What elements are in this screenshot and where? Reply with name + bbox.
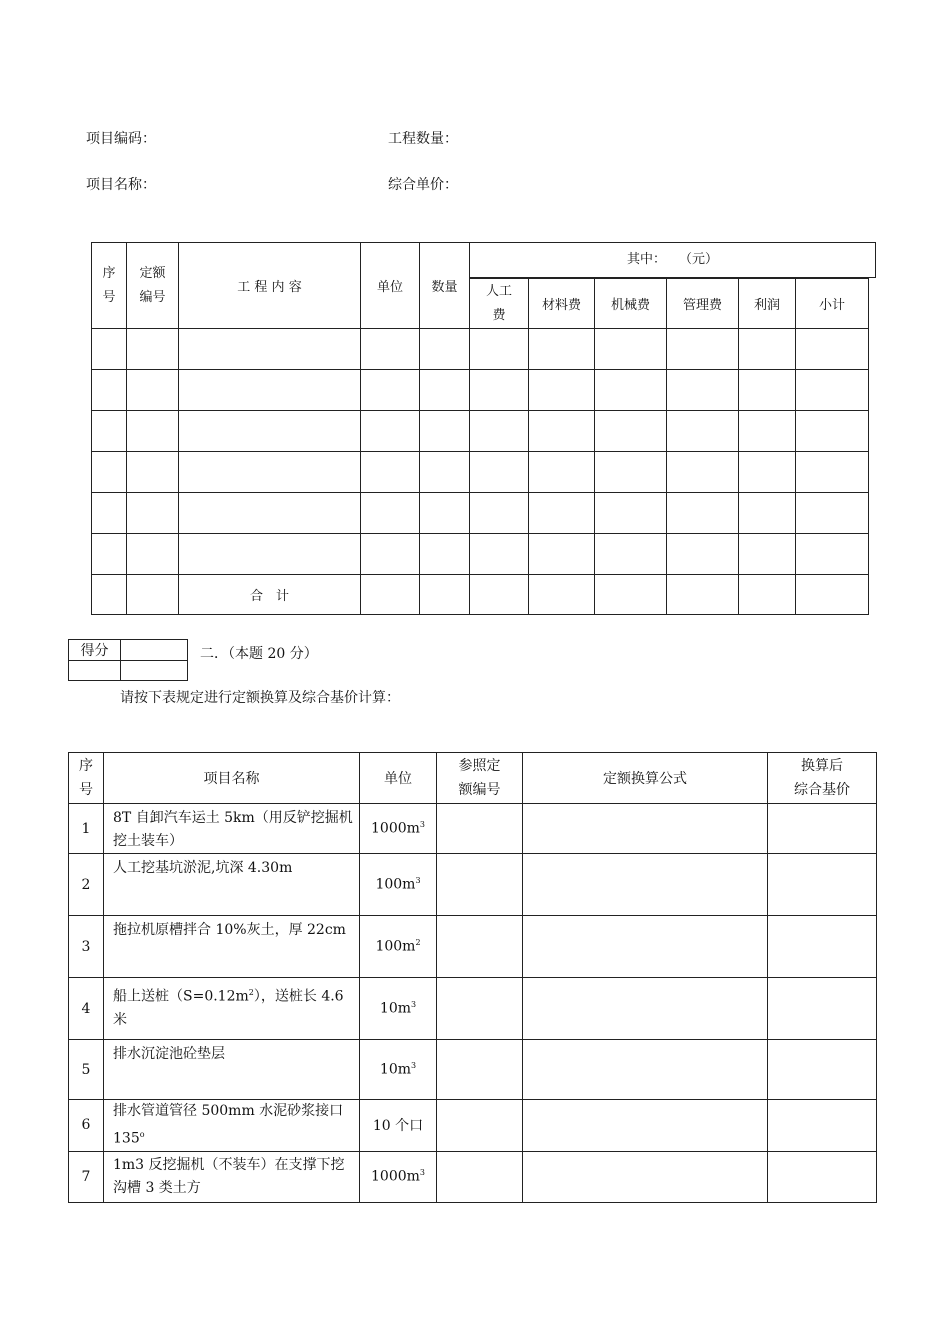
table-row <box>92 370 869 411</box>
row-unit: $1000m^3$ <box>360 1151 437 1202</box>
score-label: 得分 <box>69 640 121 661</box>
row-name: 排水管道管径 500mm 水泥砂浆接口 135$^o$ <box>104 1100 360 1152</box>
table-row <box>92 329 869 370</box>
row-unit: $10m^3$ <box>360 978 437 1040</box>
cost-breakdown-header: 其中： （元） <box>469 242 876 278</box>
item-code-label: 项目编码： <box>86 131 156 147</box>
col-qty-header: 数量 <box>420 243 470 329</box>
row-seq: 2 <box>69 854 104 916</box>
col-seq-header: 序 号 <box>69 753 104 804</box>
table-row <box>69 916 877 978</box>
row-name: 1m3 反挖掘机（不装车）在支撑下挖沟槽 3 类土方 <box>104 1151 360 1202</box>
col-profit-header: 利润 <box>739 279 796 329</box>
col-labor-header: 人工 费 <box>470 279 529 329</box>
row-unit: $1000m^3$ <box>360 804 437 854</box>
row-seq: 4 <box>69 978 104 1040</box>
row-unit: 10 个口 <box>360 1100 437 1152</box>
col-unit-header: 单位 <box>361 243 420 329</box>
col-content-header: 工 程 内 容 <box>179 243 361 329</box>
col-price-header: 换算后 综合基价 <box>768 753 877 804</box>
col-quota-header: 定额 编号 <box>127 243 179 329</box>
row-seq: 7 <box>69 1151 104 1202</box>
row-seq: 6 <box>69 1100 104 1152</box>
row-name: 8T 自卸汽车运土 5km（用反铲挖掘机挖土装车） <box>104 804 360 854</box>
quota-conversion-table <box>68 752 877 1203</box>
col-ref-header: 参照定 额编号 <box>437 753 523 804</box>
item-name-label: 项目名称： <box>86 177 156 193</box>
col-material-header: 材料费 <box>529 279 595 329</box>
row-name: 人工挖基坑淤泥,坑深 4.30m <box>104 854 360 916</box>
col-machine-header: 机械费 <box>595 279 667 329</box>
row-unit: $100m^2$ <box>360 916 437 978</box>
row-unit: $100m^3$ <box>360 854 437 916</box>
row-seq: 3 <box>69 916 104 978</box>
section-instruction: 请按下表规定进行定额换算及综合基价计算： <box>120 690 400 706</box>
cost-analysis-table <box>91 242 869 615</box>
total-label: 合 计 <box>179 575 361 615</box>
col-formula-header: 定额换算公式 <box>523 753 768 804</box>
row-name: 排水沉淀池砼垫层 <box>104 1040 360 1100</box>
quantity-label: 工程数量： <box>388 131 458 147</box>
unit-price-label: 综合单价： <box>388 177 458 193</box>
row-unit: $10m^3$ <box>360 1040 437 1100</box>
table-row <box>69 1100 877 1152</box>
row-seq: 1 <box>69 804 104 854</box>
col-unit-header: 单位 <box>360 753 437 804</box>
col-subtotal-header: 小计 <box>796 279 869 329</box>
score-box <box>68 639 188 681</box>
table-row <box>69 978 877 1040</box>
table-row <box>69 804 877 854</box>
col-manage-header: 管理费 <box>667 279 739 329</box>
row-name: 拖拉机原槽拌合 10%灰土，厚 22cm <box>104 916 360 978</box>
table-row <box>92 411 869 452</box>
table-row <box>92 534 869 575</box>
table-row <box>92 493 869 534</box>
col-seq-header: 序 号 <box>92 243 127 329</box>
table-row <box>92 452 869 493</box>
row-name: 船上送桩$(S=0.12m^2)$，送桩长 4.6 米 <box>104 978 360 1040</box>
col-name-header: 项目名称 <box>104 753 360 804</box>
table-row <box>69 854 877 916</box>
table-row <box>69 1151 877 1202</box>
section-title: 二．（本题 20 分） <box>200 646 318 662</box>
table-row <box>69 1040 877 1100</box>
total-row <box>92 575 869 615</box>
row-seq: 5 <box>69 1040 104 1100</box>
